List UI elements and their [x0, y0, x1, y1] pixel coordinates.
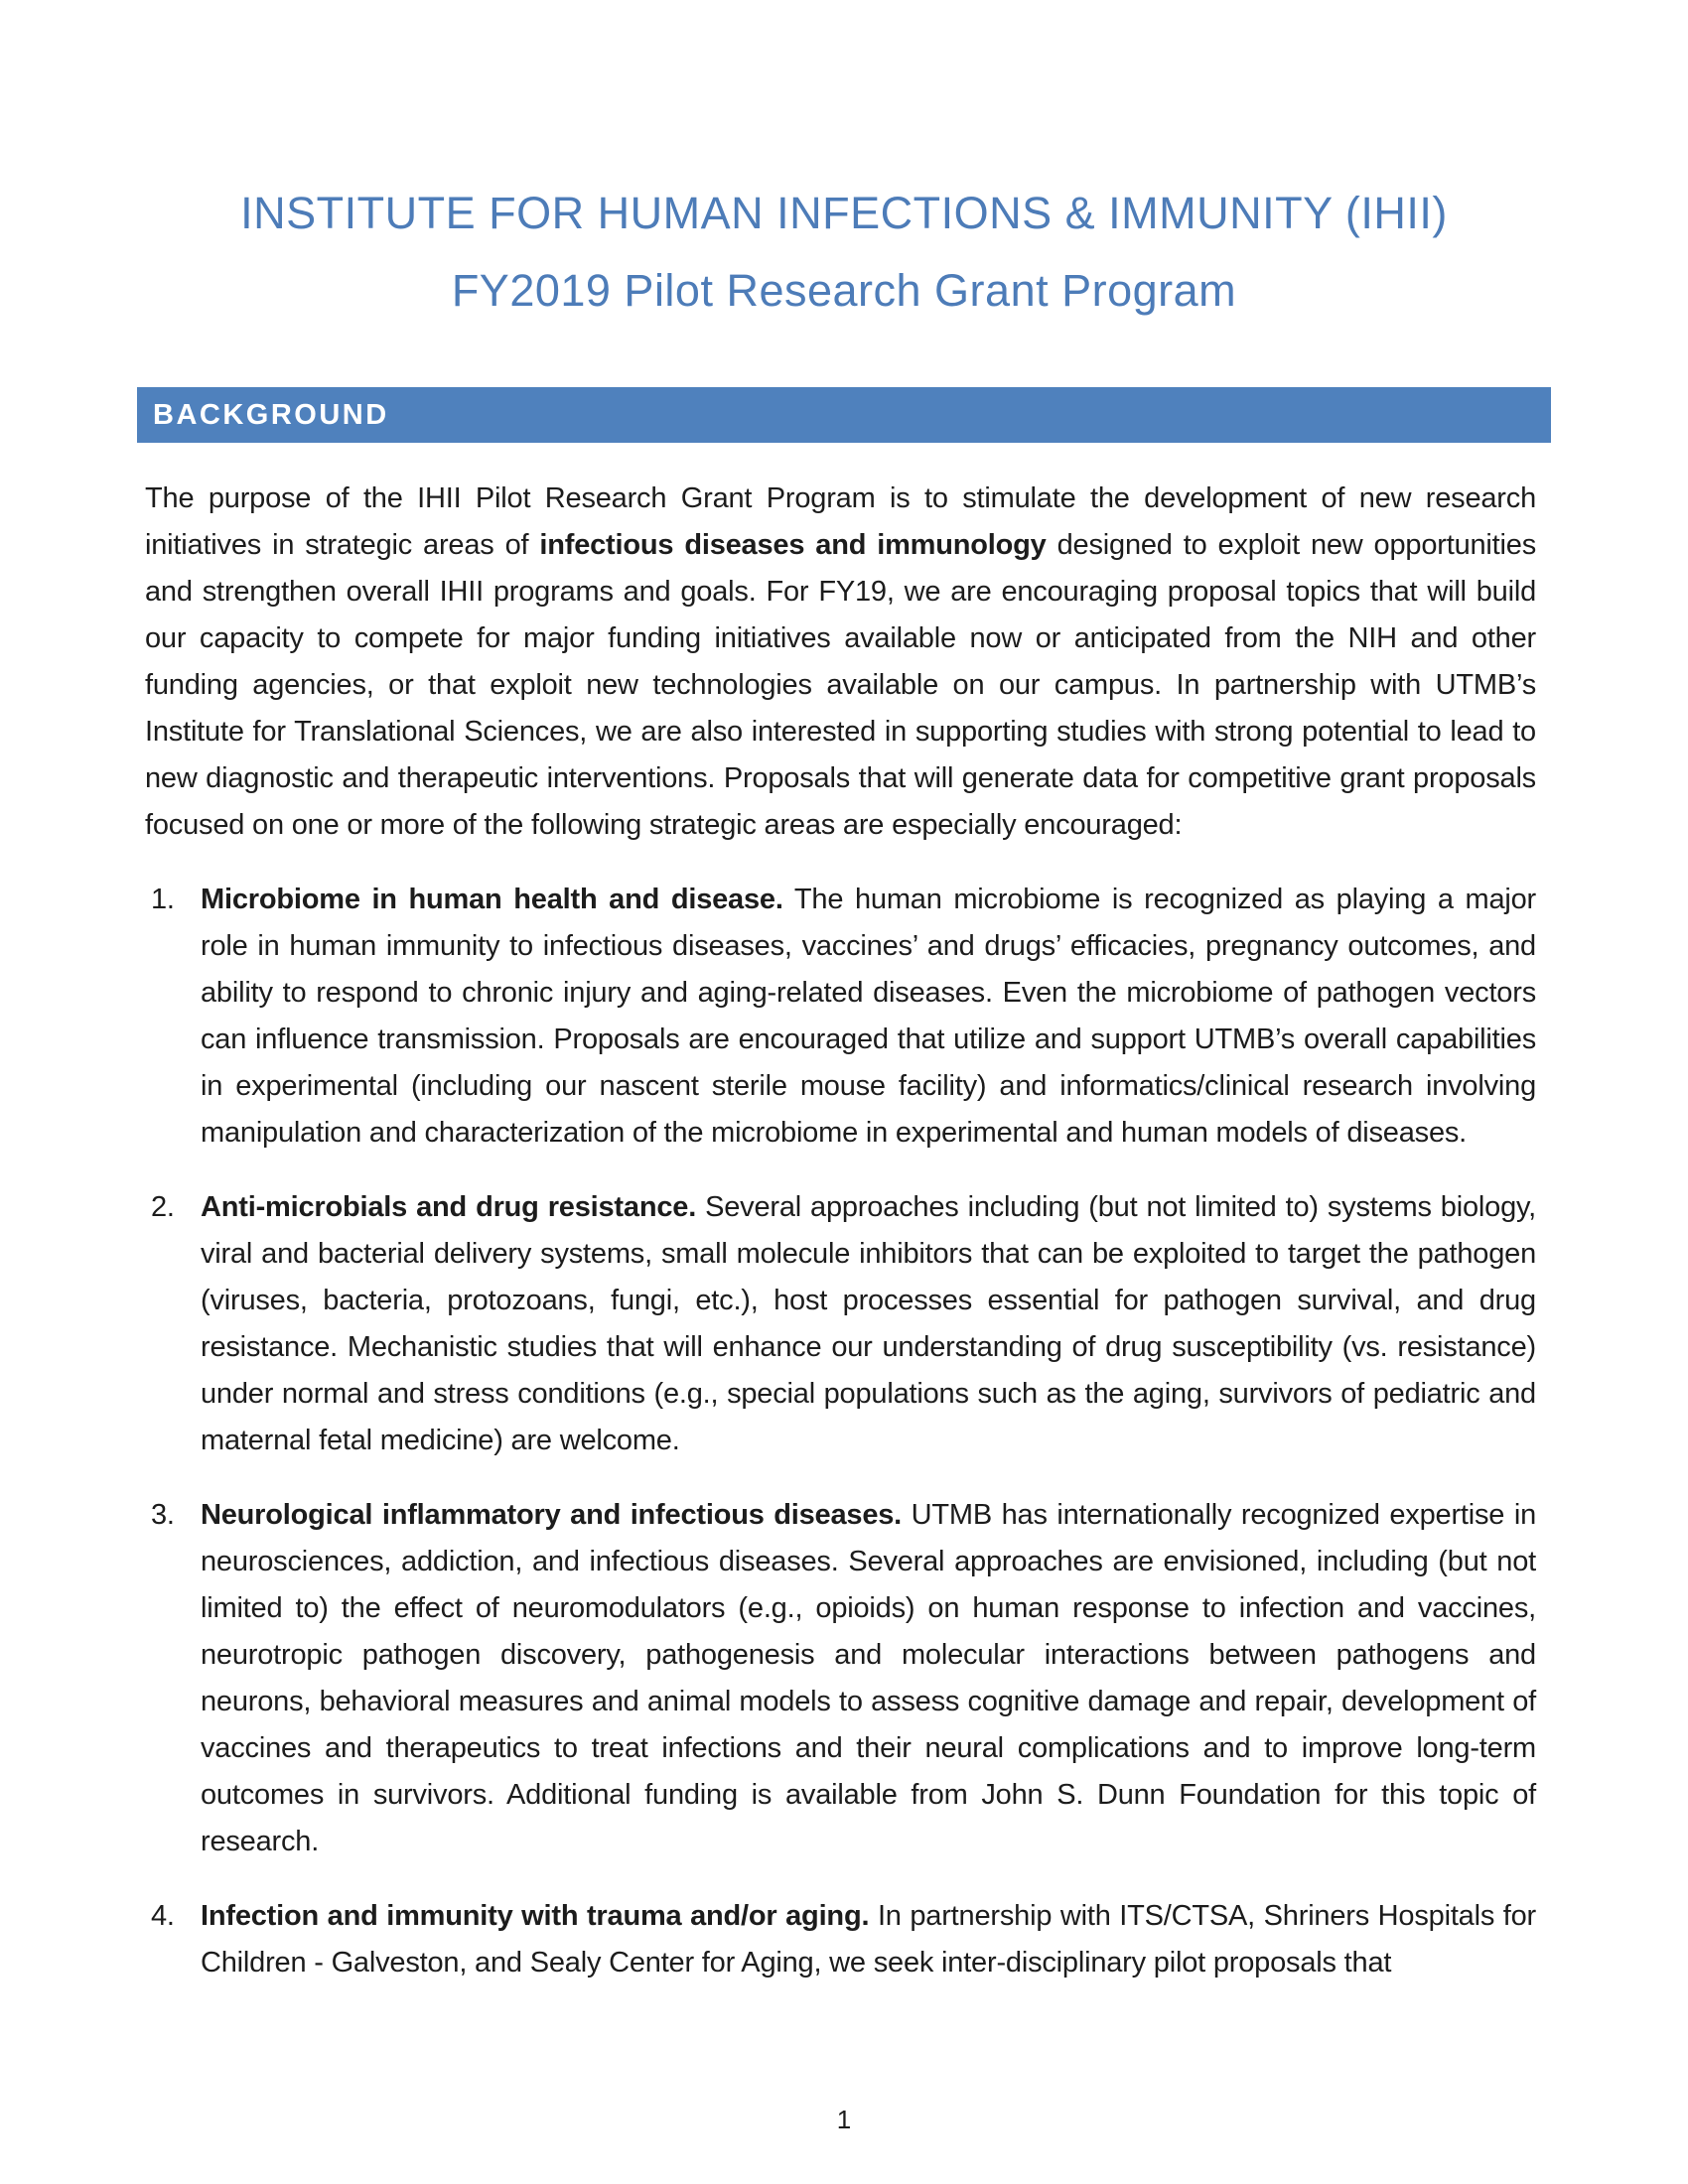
list-item-number: 1. [151, 884, 175, 915]
list-item-lead: Neurological inflammatory and infectious diseases. [201, 1499, 903, 1531]
list-item [145, 877, 1536, 1157]
list-item [145, 1184, 1536, 1464]
section-header-background [137, 387, 1551, 443]
list-item-body: In partnership with ITS/CTSA, Shriners Hospitals for Children - Galveston, and Sealy Center for Aging, we seek inter-disciplinary pilot proposals that [201, 1900, 1537, 1979]
list-item-number: 3. [151, 1499, 175, 1531]
page-number: 1 [836, 2105, 852, 2134]
document-title-line1: INSTITUTE FOR HUMAN INFECTIONS & IMMUNITY (IHII) [240, 188, 1448, 238]
list-item-lead: Anti-microbials and drug resistance. [201, 1191, 697, 1223]
section-body [145, 476, 1536, 1986]
section-heading-label: BACKGROUND [153, 398, 389, 431]
document-title [137, 175, 1551, 330]
list-item-body: UTMB has internationally recognized expertise in neurosciences, addiction, and infectious diseases. Several approaches are envisioned, including (but not limited to) the effect of neuromodulators (e.g., opioids) on human response to infection and vaccines, neurotropic pathogen discovery, pathogenesis and molecular interactions between pathogens and neurons, behavioral measures and animal models to assess cognitive damage and repair, development of vaccines and therapeutics to treat infections and their neural complications and to improve long-term outcomes in survivors. Additional funding is available from John S. Dunn Foundation for this topic of research. [201, 1499, 1536, 1857]
intro-paragraph [145, 476, 1536, 849]
list-item-body: Several approaches including (but not limited to) systems biology, viral and bacterial delivery systems, small molecule inhibitors that can be exploited to target the pathogen (viruses, bacteria, protozoans, fungi, etc.), host processes essential for pathogen survival, and drug resistance. Mechanistic studies that will enhance our understanding of drug susceptibility (vs. resistance) under normal and stress conditions (e.g., special populations such as the aging, survivors of pediatric and maternal fetal medicine) are welcome. [201, 1191, 1537, 1456]
document-content [137, 0, 1551, 1986]
list-item-body: The human microbiome is recognized as playing a major role in human immunity to infectious diseases, vaccines’ and drugs’ efficacies, pregnancy outcomes, and ability to respond to chronic injury and aging-related diseases. Even the microbiome of pathogen vectors can influence transmission. Proposals are encouraged that utilize and support UTMB’s overall capabilities in experimental (including our nascent sterile mouse facility) and informatics/clinical research involving manipulation and characterization of the microbiome in experimental and human models of diseases. [201, 884, 1536, 1149]
list-item-number: 4. [151, 1900, 175, 1932]
list-item-lead: Infection and immunity with trauma and/or aging. [201, 1900, 870, 1932]
intro-text-after-bold: designed to exploit new opportunities and strengthen overall IHII programs and goals. For FY19, we are encouraging proposal topics that will build our capacity to compete for major funding initiatives available now or anticipated from the NIH and other funding agencies, or that exploit new technologies available on our campus. In partnership with UTMB’s Institute for Translational Sciences, we are also interested in supporting studies with strong potential to lead to new diagnostic and therapeutic interventions. Proposals that will generate data for competitive grant proposals focused on one or more of the following strategic areas are especially encouraged: [145, 529, 1537, 841]
intro-bold-phrase: infectious diseases and immunology [539, 529, 1047, 561]
list-item-lead: Microbiome in human health and disease. [201, 884, 783, 915]
strategic-areas-list [145, 877, 1536, 1986]
list-item [145, 1893, 1536, 1986]
intro-text-before-bold: The purpose of the IHII Pilot Research Grant Program is to stimulate the development of new research initiatives in strategic areas of [145, 482, 1536, 561]
list-item [145, 1492, 1536, 1865]
document-title-line2: FY2019 Pilot Research Grant Program [451, 265, 1237, 316]
list-item-number: 2. [151, 1191, 175, 1223]
